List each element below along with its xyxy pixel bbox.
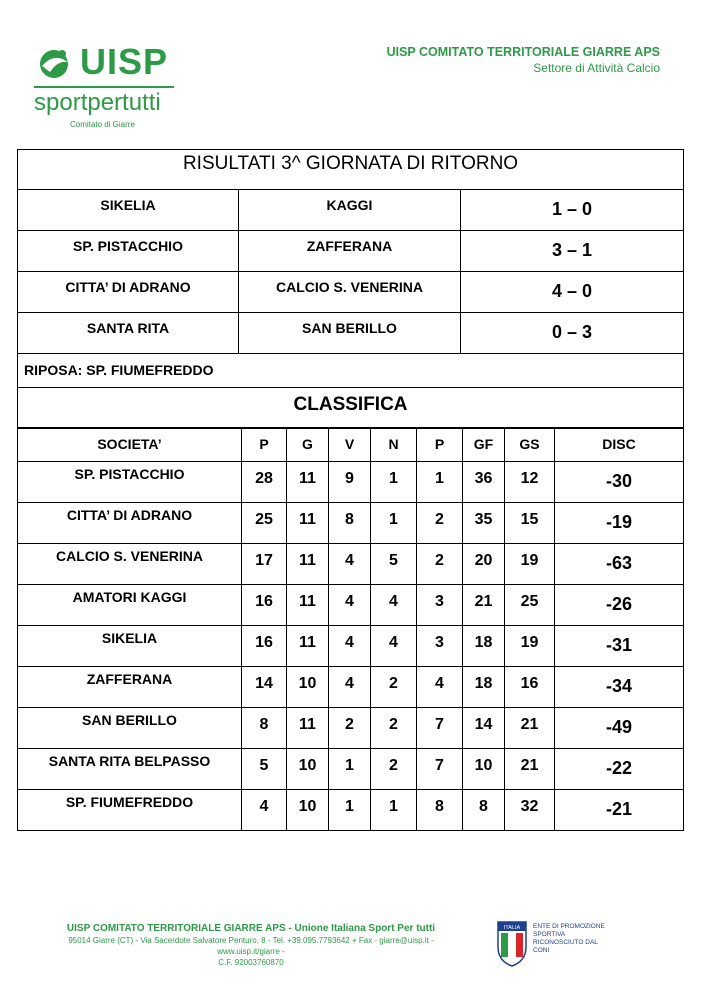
header-org: UISP COMITATO TERRITORIALE GIARRE APS <box>386 45 660 59</box>
stat-cell: 1 <box>371 503 417 544</box>
stat-cell: 10 <box>287 749 329 790</box>
standings-header-cell: DISC <box>555 428 684 462</box>
match-row <box>18 231 684 272</box>
stat-cell: 4 <box>329 544 371 585</box>
disc-value: -63 <box>555 544 684 585</box>
table-row <box>18 667 684 708</box>
table-row <box>18 585 684 626</box>
stat-cell: 4 <box>329 667 371 708</box>
footer-cf: C.F. 92003760870 <box>218 958 284 967</box>
stat-cell: 1 <box>329 749 371 790</box>
stat-cell: 16 <box>242 585 287 626</box>
stat-cell: 1 <box>371 790 417 831</box>
stat-cell: 12 <box>505 462 555 503</box>
stat-cell: 2 <box>371 749 417 790</box>
team-name: ZAFFERANA <box>18 667 242 708</box>
table-row <box>18 790 684 831</box>
standings-header-cell: GS <box>505 428 555 462</box>
logo-subtitle: Comitato di Giarre <box>70 120 135 129</box>
stat-cell: 11 <box>287 626 329 667</box>
stat-cell: 36 <box>463 462 505 503</box>
match-score: 0 – 3 <box>461 313 684 354</box>
stat-cell: 21 <box>463 585 505 626</box>
table-row <box>18 708 684 749</box>
runner-logo-icon <box>34 46 74 80</box>
stat-cell: 8 <box>329 503 371 544</box>
footer-address: 95014 Giarre (CT) - Via Sacerdote Salvatore Penturo, 8 - Tel. +39.095.7793642 + Fax - giarre@uisp.it - www.uisp.it/giarre - <box>68 936 434 956</box>
match-score: 4 – 0 <box>461 272 684 313</box>
match-away: SAN BERILLO <box>239 313 461 354</box>
stat-cell: 4 <box>417 667 463 708</box>
team-name: SP. FIUMEFREDDO <box>18 790 242 831</box>
logo-uisp-text: UISP <box>80 41 169 82</box>
stat-cell: 1 <box>371 462 417 503</box>
team-name: AMATORI KAGGI <box>18 585 242 626</box>
stat-cell: 17 <box>242 544 287 585</box>
match-away: ZAFFERANA <box>239 231 461 272</box>
match-away: CALCIO S. VENERINA <box>239 272 461 313</box>
disc-value: -21 <box>555 790 684 831</box>
stat-cell: 1 <box>417 462 463 503</box>
stat-cell: 3 <box>417 626 463 667</box>
italia-shield-icon <box>497 921 527 967</box>
stat-cell: 18 <box>463 667 505 708</box>
header-sector: Settore di Attività Calcio <box>533 61 660 75</box>
standings-header-cell: N <box>371 428 417 462</box>
match-score: 3 – 1 <box>461 231 684 272</box>
stat-cell: 19 <box>505 544 555 585</box>
stat-cell: 10 <box>287 667 329 708</box>
standings-header-cell: P <box>417 428 463 462</box>
stat-cell: 4 <box>371 626 417 667</box>
match-row <box>18 190 684 231</box>
team-name: CITTA’ DI ADRANO <box>18 503 242 544</box>
standings-table <box>17 427 684 831</box>
standings-header-cell: G <box>287 428 329 462</box>
team-name: CALCIO S. VENERINA <box>18 544 242 585</box>
standings-header-cell: V <box>329 428 371 462</box>
stat-cell: 3 <box>417 585 463 626</box>
logo-sport-text: sportpertutti <box>34 89 161 116</box>
table-row <box>18 749 684 790</box>
stat-cell: 14 <box>463 708 505 749</box>
header-right <box>387 44 660 76</box>
match-home: SANTA RITA <box>18 313 239 354</box>
team-name: SAN BERILLO <box>18 708 242 749</box>
disc-value: -30 <box>555 462 684 503</box>
disc-value: -31 <box>555 626 684 667</box>
stat-cell: 5 <box>371 544 417 585</box>
stat-cell: 35 <box>463 503 505 544</box>
table-row <box>18 544 684 585</box>
coni-shield-label: ITALIA <box>503 925 521 931</box>
table-row <box>18 503 684 544</box>
stat-cell: 8 <box>417 790 463 831</box>
disc-value: -26 <box>555 585 684 626</box>
stat-cell: 25 <box>505 585 555 626</box>
coni-text: ENTE DI PROMOZIONE SPORTIVA RICONOSCIUTO DAL CONI <box>533 923 605 954</box>
stat-cell: 10 <box>463 749 505 790</box>
stat-cell: 7 <box>417 708 463 749</box>
stat-cell: 4 <box>329 626 371 667</box>
stat-cell: 19 <box>505 626 555 667</box>
stat-cell: 8 <box>242 708 287 749</box>
match-row <box>18 313 684 354</box>
stat-cell: 1 <box>329 790 371 831</box>
stat-cell: 4 <box>242 790 287 831</box>
results-table <box>17 149 684 429</box>
stat-cell: 11 <box>287 503 329 544</box>
table-row <box>18 462 684 503</box>
stat-cell: 5 <box>242 749 287 790</box>
match-row <box>18 272 684 313</box>
uisp-logo <box>34 40 184 130</box>
disc-value: -22 <box>555 749 684 790</box>
stat-cell: 4 <box>329 585 371 626</box>
match-away: KAGGI <box>239 190 461 231</box>
disc-value: -49 <box>555 708 684 749</box>
stat-cell: 11 <box>287 708 329 749</box>
table-row <box>18 626 684 667</box>
stat-cell: 2 <box>371 667 417 708</box>
stat-cell: 20 <box>463 544 505 585</box>
stat-cell: 8 <box>463 790 505 831</box>
team-name: SIKELIA <box>18 626 242 667</box>
match-home: CITTA’ DI ADRANO <box>18 272 239 313</box>
footer <box>36 922 466 968</box>
standings-header-cell: SOCIETA’ <box>18 428 242 462</box>
stat-cell: 4 <box>371 585 417 626</box>
stat-cell: 9 <box>329 462 371 503</box>
stat-cell: 15 <box>505 503 555 544</box>
match-score: 1 – 0 <box>461 190 684 231</box>
team-name: SP. PISTACCHIO <box>18 462 242 503</box>
stat-cell: 16 <box>505 667 555 708</box>
coni-badge <box>497 921 617 971</box>
stat-cell: 11 <box>287 544 329 585</box>
stat-cell: 2 <box>329 708 371 749</box>
stat-cell: 11 <box>287 462 329 503</box>
stat-cell: 28 <box>242 462 287 503</box>
standings-header-cell: GF <box>463 428 505 462</box>
stat-cell: 2 <box>417 503 463 544</box>
match-home: SIKELIA <box>18 190 239 231</box>
disc-value: -34 <box>555 667 684 708</box>
riposa-note: RIPOSA: SP. FIUMEFREDDO <box>18 354 684 388</box>
disc-value: -19 <box>555 503 684 544</box>
stat-cell: 18 <box>463 626 505 667</box>
footer-org: UISP COMITATO TERRITORIALE GIARRE APS - Unione Italiana Sport Per tutti <box>66 923 436 934</box>
stat-cell: 10 <box>287 790 329 831</box>
standings-header-row <box>18 428 684 462</box>
stat-cell: 7 <box>417 749 463 790</box>
stat-cell: 14 <box>242 667 287 708</box>
classifica-title: CLASSIFICA <box>18 388 684 429</box>
stat-cell: 21 <box>505 749 555 790</box>
stat-cell: 25 <box>242 503 287 544</box>
standings-header-cell: P <box>242 428 287 462</box>
results-title: RISULTATI 3^ GIORNATA DI RITORNO <box>18 150 684 190</box>
stat-cell: 11 <box>287 585 329 626</box>
stat-cell: 2 <box>417 544 463 585</box>
team-name: SANTA RITA BELPASSO <box>18 749 242 790</box>
stat-cell: 32 <box>505 790 555 831</box>
stat-cell: 21 <box>505 708 555 749</box>
match-home: SP. PISTACCHIO <box>18 231 239 272</box>
stat-cell: 2 <box>371 708 417 749</box>
stat-cell: 16 <box>242 626 287 667</box>
